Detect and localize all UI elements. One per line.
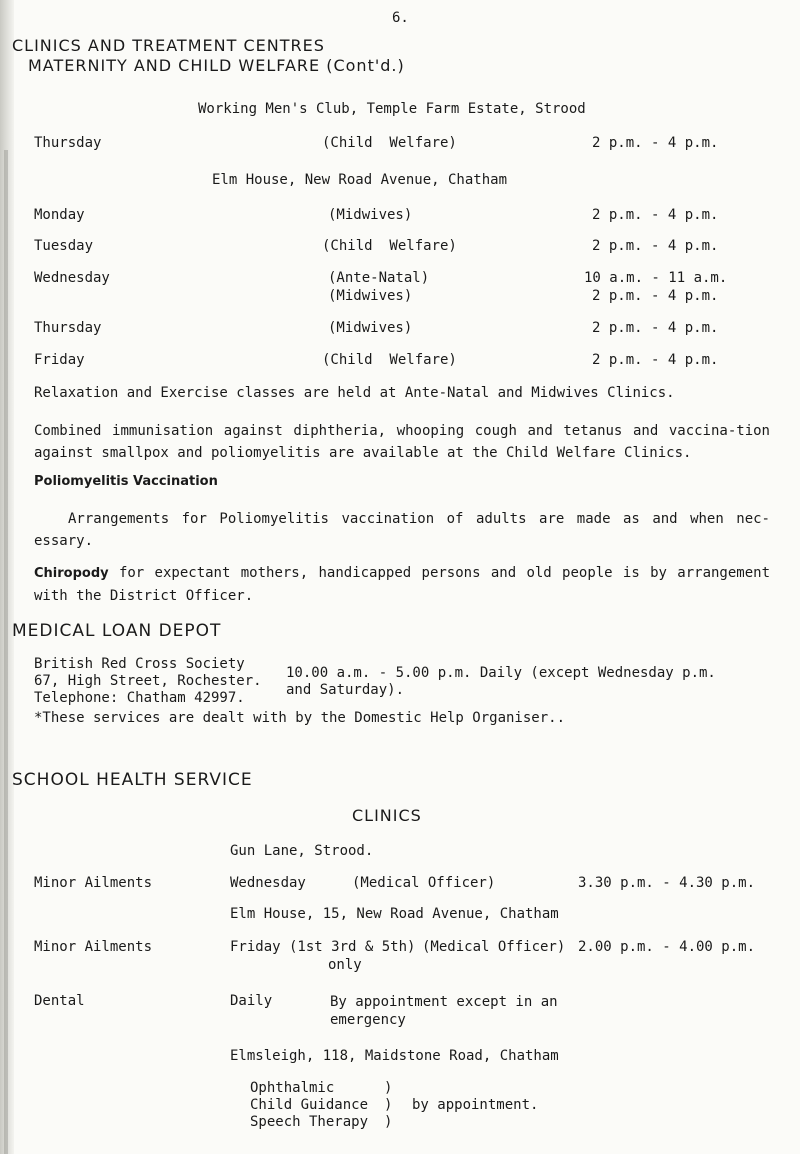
dental-note: By appointment except in an emergency <box>330 994 558 1028</box>
medical-loan-hours <box>286 665 716 699</box>
appointment-brackets: ) ) ) <box>384 1080 393 1130</box>
appointment-note: by appointment. <box>412 1097 539 1113</box>
clinic-time: 2 p.m. - 4 p.m. <box>592 320 719 336</box>
page-number: 6. <box>392 10 409 26</box>
day-label: Monday <box>34 207 85 223</box>
clinic-officer: (Medical Officer) <box>422 939 566 955</box>
medical-loan-heading: MEDICAL LOAN DEPOT <box>12 621 222 641</box>
clinic-time: 2 p.m. - 4 p.m. <box>592 135 719 151</box>
address-line: British Red Cross Society <box>34 656 245 672</box>
day-label: Tuesday <box>34 238 94 254</box>
school-health-heading: SCHOOL HEALTH SERVICE <box>12 770 253 790</box>
page-binding-line <box>4 150 8 1154</box>
medical-loan-address <box>34 656 262 707</box>
hours-line: and Saturday). <box>286 682 405 698</box>
clinic-time: 2 p.m. - 4 p.m. <box>592 238 719 254</box>
clinic-type: (Midwives) <box>328 320 413 336</box>
header-title: CLINICS AND TREATMENT CENTRES <box>12 36 325 55</box>
service-child-guidance: Child Guidance <box>250 1097 369 1113</box>
clinic-type: (Child Welfare) <box>322 135 457 151</box>
venue-title: Elm House, 15, New Road Avenue, Chatham <box>230 906 559 922</box>
clinic-day: Friday (1st 3rd & 5th) <box>230 939 416 955</box>
clinic-time: 10 a.m. - 11 a.m. <box>584 270 728 286</box>
service-label: Minor Ailments <box>34 939 153 955</box>
header-subtitle: MATERNITY AND CHILD WELFARE (Cont'd.) <box>28 56 405 75</box>
service-label: Dental <box>34 993 85 1009</box>
service-label: Minor Ailments <box>34 875 153 891</box>
clinic-officer-note: only <box>328 957 362 973</box>
appointment-services <box>250 1080 368 1131</box>
venue-title: Elmsleigh, 118, Maidstone Road, Chatham <box>230 1048 559 1064</box>
clinic-type: (Child Welfare) <box>322 238 457 254</box>
chiropody-label: Chiropody <box>34 566 109 581</box>
clinic-day: Wednesday <box>230 875 306 891</box>
day-label: Friday <box>34 352 85 368</box>
clinic-time: 2 p.m. - 4 p.m. <box>592 352 719 368</box>
clinic-officer: (Medical Officer) <box>352 875 496 891</box>
day-label: Thursday <box>34 135 102 151</box>
clinic-time: 3.30 p.m. - 4.30 p.m. <box>578 875 756 891</box>
relaxation-note: Relaxation and Exercise classes are held at Ante-Natal and Midwives Clinics. <box>34 385 675 401</box>
venue-title: Elm House, New Road Avenue, Chatham <box>212 172 508 188</box>
domestic-help-note: *These services are dealt with by the Domestic Help Organiser.. <box>34 710 566 726</box>
service-ophthalmic: Ophthalmic <box>250 1080 335 1096</box>
service-speech-therapy: Speech Therapy <box>250 1114 369 1130</box>
venue-title: Working Men's Club, Temple Farm Estate, Strood <box>198 101 586 117</box>
clinic-day: Daily <box>230 993 273 1009</box>
polio-paragraph: Arrangements for Poliomyelitis vaccination of adults are made as and when nec-essary. <box>34 511 770 549</box>
clinic-type: (Midwives) <box>328 207 413 223</box>
day-label: Thursday <box>34 320 102 336</box>
address-line: Telephone: Chatham 42997. <box>34 690 245 706</box>
hours-line: 10.00 a.m. - 5.00 p.m. Daily (except Wednesday p.m. <box>286 665 716 681</box>
chiropody-paragraph <box>34 562 770 607</box>
immunisation-paragraph: Combined immunisation against diphtheria, whooping cough and tetanus and vaccina-tion against smallpox and poliomyelitis are available at the Child Welfare Clinics. <box>34 423 770 461</box>
clinic-type: (Child Welfare) <box>322 352 457 368</box>
clinic-time: 2 p.m. - 4 p.m. <box>592 288 719 304</box>
clinic-type: (Ante-Natal) <box>328 270 430 286</box>
clinic-time: 2.00 p.m. - 4.00 p.m. <box>578 939 756 955</box>
venue-title: Gun Lane, Strood. <box>230 843 374 859</box>
clinic-type: (Midwives) <box>328 288 413 304</box>
clinics-subheading: CLINICS <box>352 806 422 825</box>
chiropody-text: for expectant mothers, handicapped persons and old people is by arrangement with the District Officer. <box>34 565 770 604</box>
polio-heading: Poliomyelitis Vaccination <box>34 474 218 489</box>
clinic-time: 2 p.m. - 4 p.m. <box>592 207 719 223</box>
address-line: 67, High Street, Rochester. <box>34 673 262 689</box>
day-label: Wednesday <box>34 270 110 286</box>
